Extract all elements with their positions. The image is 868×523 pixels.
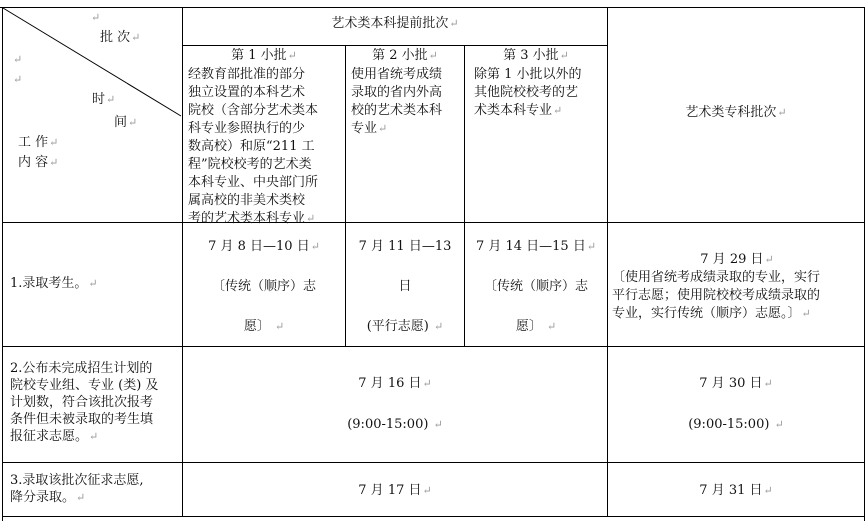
paragraph-mark: ↵ — [13, 53, 23, 66]
corner-time-label: 时↵ — [92, 92, 116, 107]
row-line-3 — [2, 462, 865, 463]
specialty-batch-title: 艺术类专科批次↵ — [685, 105, 787, 120]
row3-content: 3.录取该批次征求志愿, 降分录取。↵ — [10, 473, 144, 505]
row1-content: 1.录取考生。↵ — [10, 276, 98, 291]
batch3-description: 除第 1 小批以外的 其他院校校考的艺 术类本科专业↵ — [474, 67, 582, 118]
row3-specialty-date: 7 月 31 日↵ — [699, 483, 773, 498]
paragraph-mark: ↵ — [91, 11, 101, 24]
batch2-description: 使用省统考成绩 录取的省内外高 校的艺术类本科 专业↵ — [351, 67, 443, 136]
row1-batch3-date: 7 月 14 日—15 日↵ 〔传统（顺序）志 愿〕 ↵ — [475, 239, 597, 334]
paragraph-mark: ↵ — [13, 73, 23, 86]
group-header-title: 艺术类本科提前批次↵ — [331, 16, 459, 31]
corner-diagonal-line — [3, 8, 181, 223]
row2-advance-date: 7 月 16 日↵ (9:00-15:00) ↵ — [347, 376, 443, 432]
table-border-bottom — [2, 516, 865, 517]
corner-work-label: 工 作↵ — [18, 135, 59, 150]
row-line-2 — [2, 346, 865, 347]
table-border-right — [864, 7, 865, 521]
batch2-title: 第 2 小批↵ — [372, 48, 438, 63]
header-subrow-line — [182, 45, 608, 46]
corner-batch-label: 批 次↵ — [100, 30, 141, 45]
corner-time-label: 间↵ — [114, 115, 138, 130]
batch1-title: 第 1 小批↵ — [231, 48, 297, 63]
row1-batch2-date: 7 月 11 日—13 日 (平行志愿) ↵ — [358, 239, 452, 334]
row2-specialty-date: 7 月 30 日↵ (9:00-15:00) ↵ — [688, 376, 784, 432]
row2-content: 2.公布未完成招生计划的 院校专业组、专业 (类) 及 计划数，符合该批次报考 条件但未被录取的考生填 报征求志愿。↵ — [10, 361, 159, 444]
batch1-description: 经教育部批准的部分 独立设置的本科艺术 院校（含部分艺术类本 科专业参照执行的少 数高校）和原“211 工 程”院校校考的艺术类 本科专业、中央部门所 属高校的非美术类校 考的艺术类本科专业↵ — [188, 67, 319, 226]
row1-specialty-date: 7 月 29 日↵ 〔使用省统考成绩录取的专业，实行 平行志愿；使用院校校考成绩录取的 专业，实行传统（顺序）志愿。〕↵ — [612, 252, 821, 321]
batch3-title: 第 3 小批↵ — [503, 48, 569, 63]
row3-advance-date: 7 月 17 日↵ — [358, 483, 432, 498]
corner-work-label: 内 容↵ — [18, 155, 59, 170]
row1-batch1-date: 7 月 8 日—10 日↵ 〔传统（顺序）志 愿〕 ↵ — [208, 239, 320, 334]
